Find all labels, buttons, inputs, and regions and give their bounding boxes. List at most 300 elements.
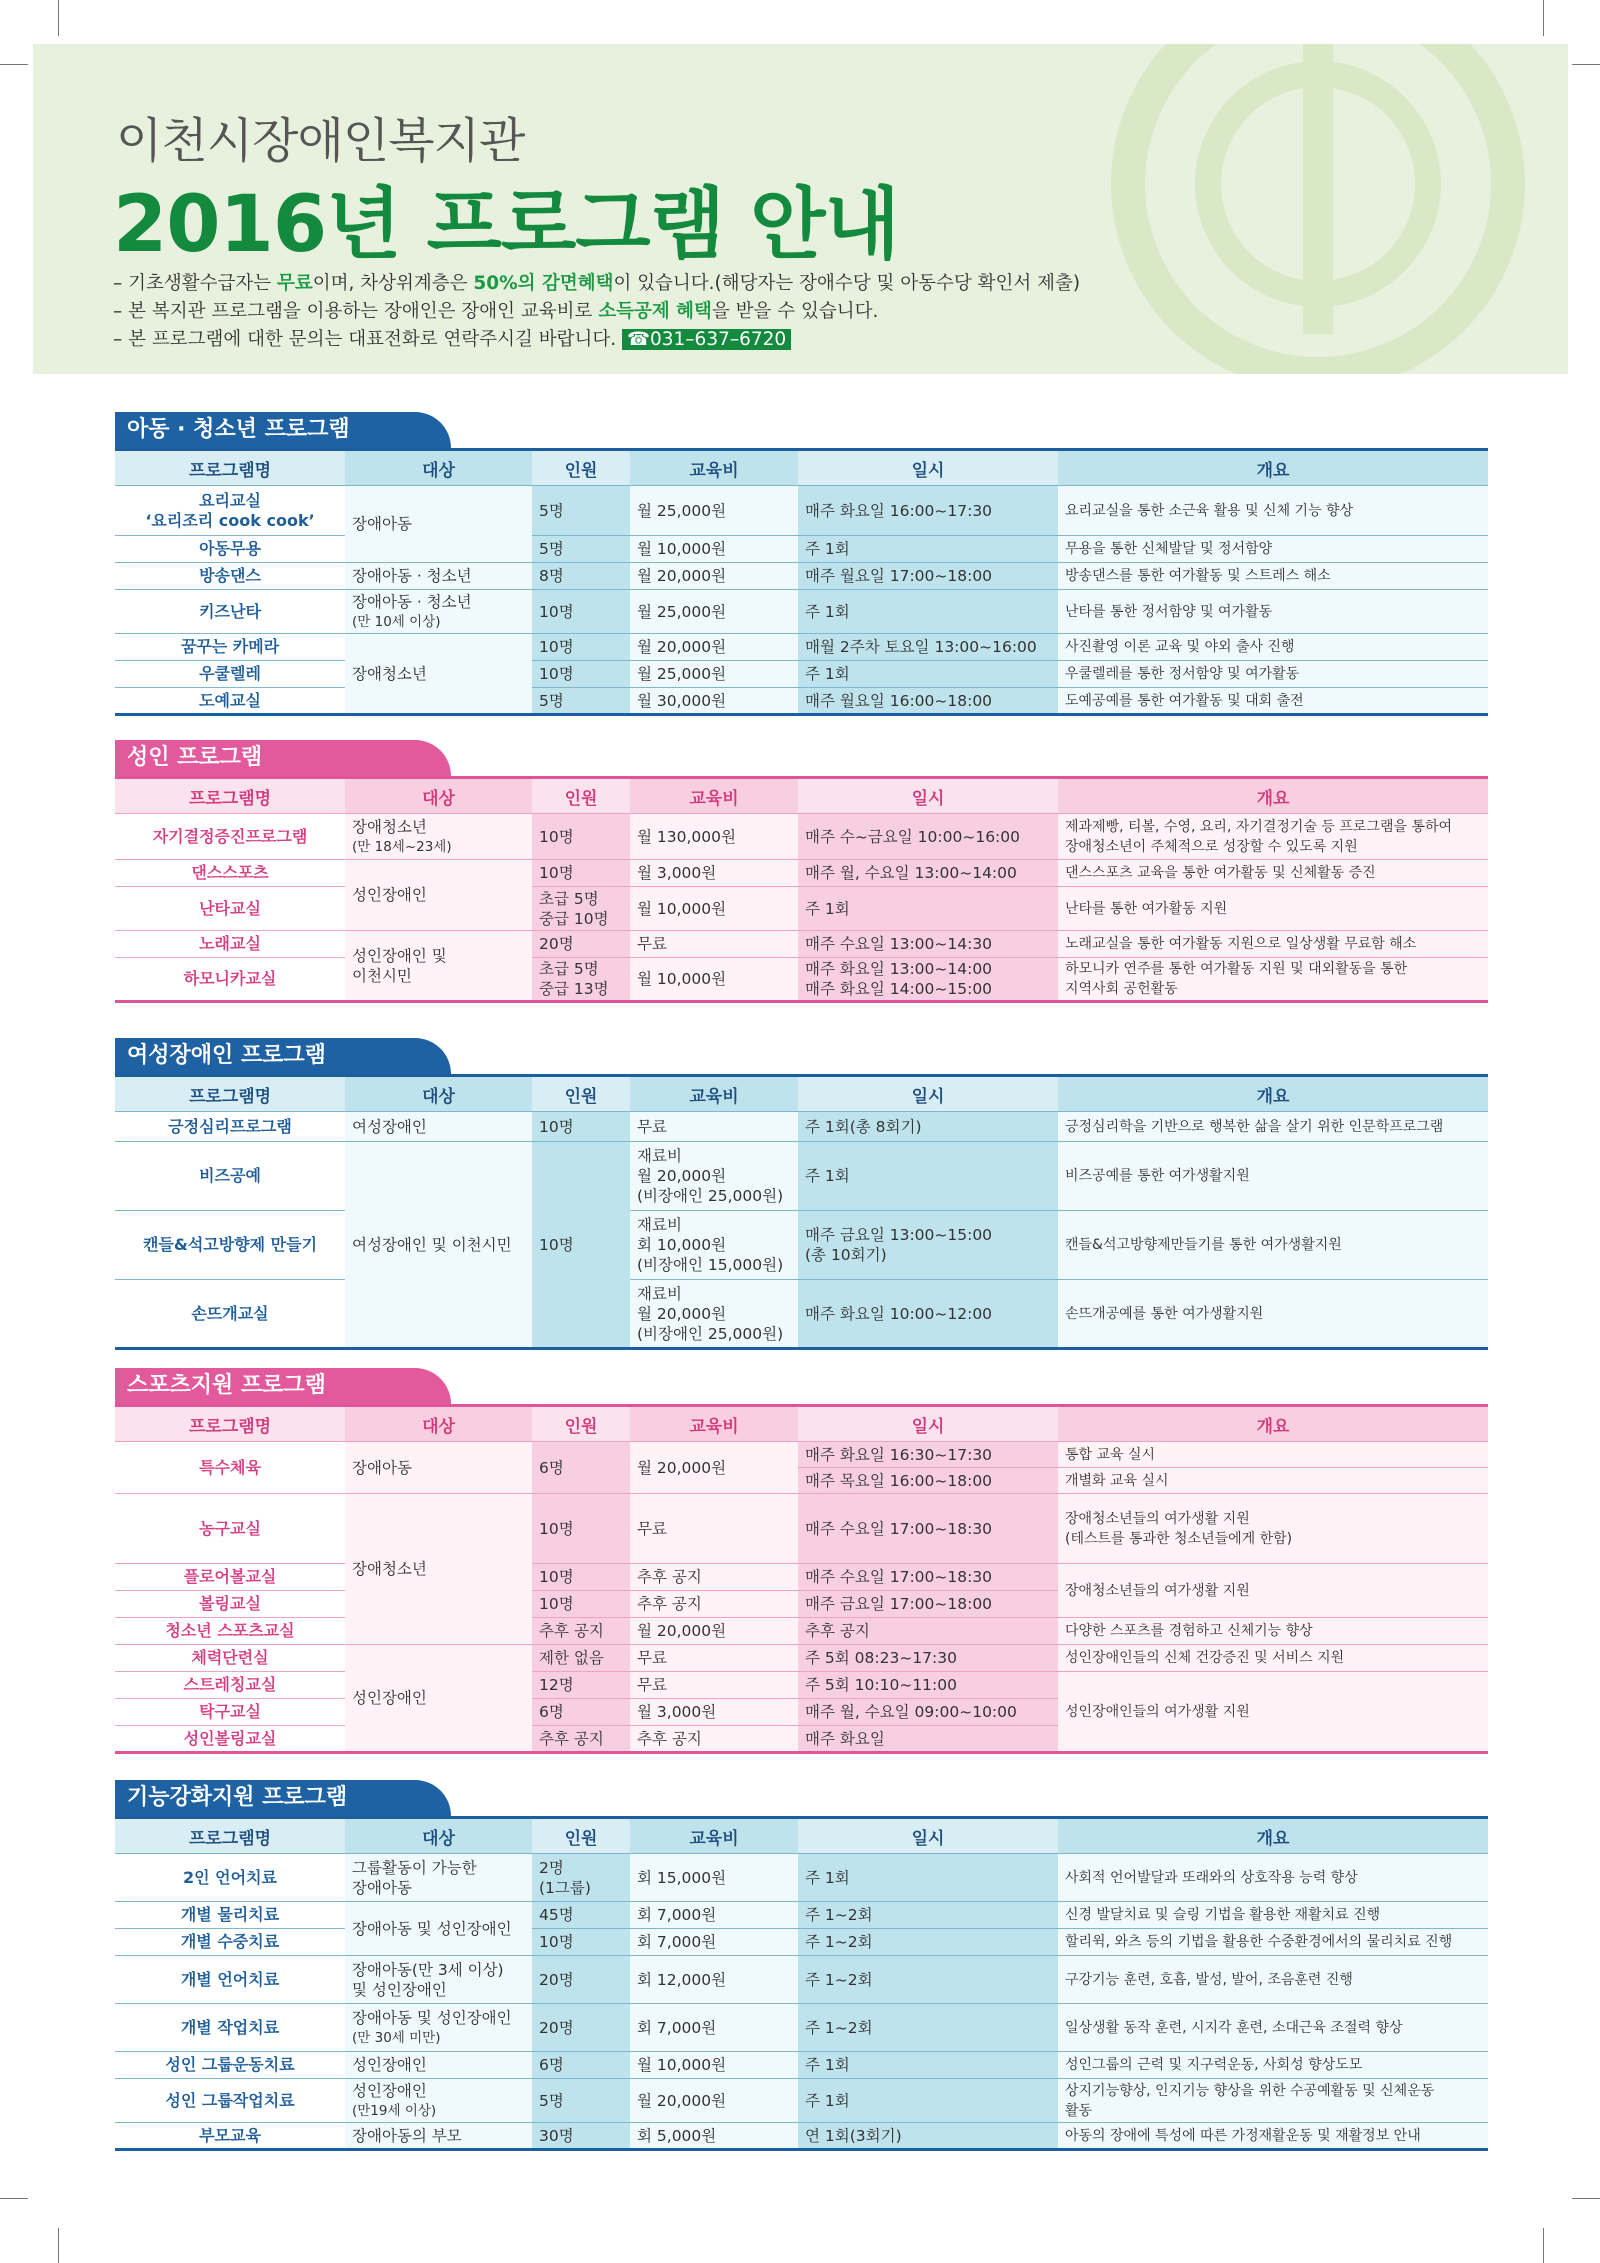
notice-text: 을 받을 수 있습니다. (711, 301, 879, 322)
fee-line: (비장애인 25,000원) (637, 1187, 784, 1205)
program-name: 성인 그룹운동치료 (115, 2052, 345, 2079)
fee-cell: 월 20,000원 (630, 2079, 798, 2123)
crop-mark (1572, 2198, 1600, 2199)
target-line: 장애아동 (352, 1878, 412, 1897)
fee-cell (630, 1142, 798, 1211)
schedule-cell: 주 1~2회 (798, 2004, 1058, 2052)
fee-line: 재료비 (637, 1147, 682, 1165)
fee-cell: 회 7,000원 (630, 1902, 798, 1929)
table-row (115, 2123, 1488, 2150)
program-name: 방송댄스 (115, 563, 345, 590)
summary-line: 상지기능향상, 인지기능 향상을 위한 수공예활동 및 신체운동 (1065, 2082, 1435, 2099)
col-header: 인원 (532, 1406, 630, 1442)
people-cell (532, 958, 630, 1002)
phone-badge: ☎031–637–6720 (622, 329, 791, 350)
schedule-line: 매주 금요일 13:00~15:00 (805, 1226, 993, 1244)
section-tab (115, 412, 1488, 448)
col-header: 프로그램명 (115, 1818, 345, 1854)
schedule-cell: 주 1회 (798, 1142, 1058, 1211)
col-header: 개요 (1058, 450, 1488, 486)
summary-cell (1058, 958, 1488, 1002)
people-cell: 10명 (532, 1112, 630, 1142)
program-name: 개별 언어치료 (115, 1956, 345, 2004)
people-cell: 추후 공지 (532, 1618, 630, 1645)
program-name: 캔들&석고방향제 만들기 (115, 1211, 345, 1280)
fee-cell: 월 10,000원 (630, 887, 798, 931)
schedule-cell: 주 1회 (798, 2052, 1058, 2079)
program-table (115, 448, 1488, 716)
schedule-cell: 매주 수요일 13:00~14:30 (798, 931, 1058, 958)
program-name: 플로어볼교실 (115, 1564, 345, 1591)
target-cell: 여성장애인 및 이천시민 (345, 1142, 532, 1349)
summary-cell: 할리윅, 와츠 등의 기법을 활용한 수중환경에서의 물리치료 진행 (1058, 1929, 1488, 1956)
table-row (115, 1564, 1488, 1591)
summary-line: (테스트를 통과한 청소년들에게 한함) (1065, 1530, 1293, 1547)
schedule-cell: 주 5회 10:10~11:00 (798, 1672, 1058, 1699)
program-name: 긍정심리프로그램 (115, 1112, 345, 1142)
people-cell: 6명 (532, 1442, 630, 1494)
target-line: (만19세 이상) (352, 2102, 437, 2119)
people-cell: 제한 없음 (532, 1645, 630, 1672)
people-cell (532, 1854, 630, 1902)
summary-cell: 통합 교육 실시 (1058, 1442, 1488, 1468)
program-name: 체력단련실 (115, 1645, 345, 1672)
fee-line: (비장애인 25,000원) (637, 1324, 784, 1343)
summary-cell: 댄스스포츠 교육을 통한 여가활동 및 신체활동 증진 (1058, 860, 1488, 887)
table-row (115, 634, 1488, 661)
summary-cell: 개별화 교육 실시 (1058, 1468, 1488, 1494)
fee-cell: 월 10,000원 (630, 958, 798, 1002)
fee-cell: 무료 (630, 931, 798, 958)
people-cell (532, 887, 630, 931)
target-cell (345, 2079, 532, 2123)
col-header: 프로그램명 (115, 1406, 345, 1442)
program-name: 성인 그룹작업치료 (115, 2079, 345, 2123)
program-name: 볼링교실 (115, 1591, 345, 1618)
col-header: 일시 (798, 450, 1058, 486)
fee-line: 재료비 (637, 1284, 682, 1303)
summary-line: 활동 (1065, 2102, 1093, 2119)
program-name-line: ‘요리조리 cook cook’ (145, 510, 315, 530)
fee-line: (비장애인 15,000원) (637, 1256, 784, 1274)
summary-cell: 사회적 언어발달과 또래와의 상호작용 능력 향상 (1058, 1854, 1488, 1902)
table-row (115, 860, 1488, 887)
fee-cell: 회 7,000원 (630, 2004, 798, 2052)
notice-line (113, 270, 1233, 298)
summary-line: 장애청소년이 주체적으로 성장할 수 있도록 지원 (1065, 838, 1358, 855)
col-header: 개요 (1058, 1406, 1488, 1442)
people-cell: 5명 (532, 688, 630, 715)
program-table (115, 776, 1488, 1003)
program-table (115, 1816, 1488, 2151)
program-name: 꿈꾸는 카메라 (115, 634, 345, 661)
table-header-row (115, 1818, 1488, 1854)
program-name: 특수체육 (115, 1442, 345, 1494)
fee-line: 월 20,000원 (637, 1167, 727, 1185)
table-row (115, 1854, 1488, 1902)
people-cell: 10명 (532, 1142, 630, 1349)
schedule-line: (총 10회기) (805, 1246, 887, 1264)
target-cell: 장애아동 (345, 1442, 532, 1494)
fee-cell: 월 130,000원 (630, 814, 798, 860)
target-cell: 성인장애인 (345, 860, 532, 931)
col-header: 대상 (345, 1076, 532, 1112)
table-header-row (115, 1076, 1488, 1112)
schedule-cell: 주 1~2회 (798, 1956, 1058, 2004)
people-cell: 20명 (532, 2004, 630, 2052)
people-cell: 5명 (532, 536, 630, 563)
summary-cell: 다양한 스포츠를 경험하고 신체기능 향상 (1058, 1618, 1488, 1645)
crop-mark (58, 0, 59, 36)
summary-cell: 성인장애인들의 신체 건강증진 및 서비스 지원 (1058, 1645, 1488, 1672)
notice-line (113, 298, 1233, 326)
notice-highlight: 무료 (276, 273, 313, 294)
target-line: 이천시민 (352, 966, 412, 985)
table-row (115, 2004, 1488, 2052)
program-name: 탁구교실 (115, 1699, 345, 1726)
summary-cell: 신경 발달치료 및 슬링 기법을 활용한 재활치료 진행 (1058, 1902, 1488, 1929)
people-cell: 6명 (532, 1699, 630, 1726)
section-title: 스포츠지원 프로그램 (115, 1368, 451, 1404)
col-header: 프로그램명 (115, 450, 345, 486)
fee-line: 재료비 (637, 1216, 682, 1234)
table-row (115, 486, 1488, 536)
col-header: 일시 (798, 1406, 1058, 1442)
table-row (115, 1956, 1488, 2004)
program-name: 하모니카교실 (115, 958, 345, 1002)
fee-cell: 무료 (630, 1112, 798, 1142)
summary-line: 지역사회 공헌활동 (1065, 981, 1178, 997)
summary-cell: 손뜨개공예를 통한 여가생활지원 (1058, 1280, 1488, 1349)
people-cell: 10명 (532, 814, 630, 860)
program-name: 부모교육 (115, 2123, 345, 2150)
schedule-cell (798, 958, 1058, 1002)
summary-cell: 성인그룹의 근력 및 지구력운동, 사회성 향상도모 (1058, 2052, 1488, 2079)
program-name: 스트레칭교실 (115, 1672, 345, 1699)
people-cell: 30명 (532, 2123, 630, 2150)
col-header: 교육비 (630, 1406, 798, 1442)
crop-mark (1543, 0, 1544, 36)
table-row (115, 1112, 1488, 1142)
col-header: 일시 (798, 1818, 1058, 1854)
summary-line: 장애청소년들의 여가생활 지원 (1065, 1510, 1250, 1527)
summary-cell (1058, 1494, 1488, 1564)
program-table (115, 1404, 1488, 1754)
schedule-cell: 주 5회 08:23~17:30 (798, 1645, 1058, 1672)
fee-cell: 월 10,000원 (630, 536, 798, 563)
people-cell: 45명 (532, 1902, 630, 1929)
people-cell: 5명 (532, 486, 630, 536)
people-cell: 10명 (532, 661, 630, 688)
summary-cell: 요리교실을 통한 소근육 활용 및 신체 기능 향상 (1058, 486, 1488, 536)
people-line: 중급 13명 (539, 980, 609, 998)
schedule-cell: 매주 수요일 17:00~18:30 (798, 1494, 1058, 1564)
summary-cell: 긍정심리학을 기반으로 행복한 삶을 살기 위한 인문학프로그램 (1058, 1112, 1488, 1142)
col-header: 교육비 (630, 778, 798, 814)
schedule-cell: 연 1회(3회기) (798, 2123, 1058, 2150)
people-cell: 10명 (532, 634, 630, 661)
summary-cell: 방송댄스를 통한 여가활동 및 스트레스 해소 (1058, 563, 1488, 590)
crop-mark (0, 64, 28, 65)
summary-cell (1058, 2079, 1488, 2123)
org-name: 이천시장애인복지관 (116, 113, 525, 169)
table-row (115, 931, 1488, 958)
target-cell: 장애청소년 (345, 1494, 532, 1645)
target-line: 성인장애인 및 (352, 946, 447, 965)
people-cell: 20명 (532, 1956, 630, 2004)
people-line: 2명 (539, 1858, 564, 1877)
section-title: 기능강화지원 프로그램 (115, 1780, 451, 1816)
target-line: 성인장애인 (352, 2081, 427, 2100)
program-name: 아동무용 (115, 536, 345, 563)
table-header-row (115, 778, 1488, 814)
program-name: 난타교실 (115, 887, 345, 931)
target-cell: 장애아동 (345, 486, 532, 563)
summary-cell: 비즈공예를 통한 여가생활지원 (1058, 1142, 1488, 1211)
target-line: (만 30세 미만) (352, 2029, 441, 2046)
people-line: (1그룹) (539, 1878, 591, 1897)
target-line: 장애아동 및 성인장애인 (352, 2008, 512, 2027)
program-name (115, 486, 345, 536)
notice-list (113, 270, 1233, 354)
schedule-cell: 매주 금요일 17:00~18:00 (798, 1591, 1058, 1618)
people-cell: 10명 (532, 1494, 630, 1564)
notice-text: 이 있습니다.(해당자는 장애수당 및 아동수당 확인서 제출) (613, 273, 1081, 294)
target-cell (345, 590, 532, 634)
col-header: 개요 (1058, 1076, 1488, 1112)
program-name: 비즈공예 (115, 1142, 345, 1211)
program-name: 우쿨렐레 (115, 661, 345, 688)
program-name: 청소년 스포츠교실 (115, 1618, 345, 1645)
section-youth (115, 412, 1488, 716)
header-banner (33, 44, 1568, 374)
people-cell: 10명 (532, 1929, 630, 1956)
table-row (115, 814, 1488, 860)
schedule-cell: 주 1회 (798, 2079, 1058, 2123)
program-name: 2인 언어치료 (115, 1854, 345, 1902)
fee-cell: 월 25,000원 (630, 590, 798, 634)
schedule-line: 매주 화요일 14:00~15:00 (805, 980, 993, 998)
col-header: 일시 (798, 778, 1058, 814)
schedule-cell: 매주 화요일 10:00~12:00 (798, 1280, 1058, 1349)
summary-line: 하모니카 연주를 통한 여가활동 지원 및 대외활동을 통한 (1065, 961, 1408, 977)
section-title: 성인 프로그램 (115, 740, 451, 776)
table-row (115, 1902, 1488, 1929)
target-line: 장애아동 · 청소년 (352, 592, 472, 611)
fee-cell: 월 20,000원 (630, 1442, 798, 1494)
fee-cell: 월 20,000원 (630, 1618, 798, 1645)
program-name: 개별 물리치료 (115, 1902, 345, 1929)
summary-cell: 우쿨렐레를 통한 정서함양 및 여가활동 (1058, 661, 1488, 688)
table-row (115, 1672, 1488, 1699)
fee-cell: 회 7,000원 (630, 1929, 798, 1956)
program-name: 댄스스포츠 (115, 860, 345, 887)
fee-cell: 추후 공지 (630, 1591, 798, 1618)
col-header: 인원 (532, 450, 630, 486)
people-cell: 10명 (532, 860, 630, 887)
target-cell (345, 931, 532, 1002)
fee-cell: 월 20,000원 (630, 634, 798, 661)
table-row (115, 1494, 1488, 1564)
fee-cell: 무료 (630, 1645, 798, 1672)
schedule-cell: 매주 월요일 17:00~18:00 (798, 563, 1058, 590)
summary-cell: 노래교실을 통한 여가활동 지원으로 일상생활 무료함 해소 (1058, 931, 1488, 958)
schedule-cell: 매주 수~금요일 10:00~16:00 (798, 814, 1058, 860)
table-row (115, 536, 1488, 563)
target-line: 그룹활동이 가능한 (352, 1858, 477, 1877)
summary-cell: 무용을 통한 신체발달 및 정서함양 (1058, 536, 1488, 563)
summary-cell: 도예공예를 통한 여가활동 및 대회 출전 (1058, 688, 1488, 715)
notice-line (113, 326, 1233, 354)
table-row (115, 590, 1488, 634)
table-row (115, 1645, 1488, 1672)
table-row (115, 1280, 1488, 1349)
program-name: 성인볼링교실 (115, 1726, 345, 1753)
fee-cell: 월 3,000원 (630, 1699, 798, 1726)
schedule-cell: 주 1~2회 (798, 1929, 1058, 1956)
people-cell: 8명 (532, 563, 630, 590)
col-header: 대상 (345, 1818, 532, 1854)
section-sports (115, 1368, 1488, 1754)
table-row (115, 1618, 1488, 1645)
fee-cell: 무료 (630, 1494, 798, 1564)
summary-cell: 일상생활 동작 훈련, 시지각 훈련, 소대근육 조절력 향상 (1058, 2004, 1488, 2052)
fee-cell: 무료 (630, 1672, 798, 1699)
col-header: 프로그램명 (115, 778, 345, 814)
col-header: 교육비 (630, 450, 798, 486)
section-therapy (115, 1780, 1488, 2151)
fee-cell: 회 12,000원 (630, 1956, 798, 2004)
schedule-cell: 매주 월요일 16:00~18:00 (798, 688, 1058, 715)
target-cell: 장애아동 및 성인장애인 (345, 1902, 532, 1956)
notice-text: – 본 프로그램에 대한 문의는 대표전화로 연락주시길 바랍니다. (113, 329, 622, 350)
target-cell: 성인장애인 (345, 2052, 532, 2079)
section-women (115, 1038, 1488, 1350)
people-cell: 10명 (532, 1564, 630, 1591)
notice-text: 이며, 차상위계층은 (312, 273, 474, 294)
target-cell: 장애아동의 부모 (345, 2123, 532, 2150)
fee-cell: 회 5,000원 (630, 2123, 798, 2150)
program-name: 자기결정증진프로그램 (115, 814, 345, 860)
people-line: 중급 10명 (539, 909, 609, 928)
schedule-cell: 추후 공지 (798, 1618, 1058, 1645)
program-name: 개별 수중치료 (115, 1929, 345, 1956)
people-cell: 5명 (532, 2079, 630, 2123)
table-row (115, 958, 1488, 1002)
target-line: 장애아동(만 3세 이상) (352, 1960, 504, 1979)
col-header: 교육비 (630, 1818, 798, 1854)
notice-highlight: 소득공제 혜택 (598, 301, 712, 322)
schedule-line: 매주 화요일 13:00~14:00 (805, 960, 993, 978)
page-title: 2016년 프로그램 안내 (113, 180, 899, 270)
fee-cell: 월 10,000원 (630, 2052, 798, 2079)
fee-cell: 추후 공지 (630, 1564, 798, 1591)
table-row (115, 2079, 1488, 2123)
col-header: 인원 (532, 1818, 630, 1854)
col-header: 개요 (1058, 778, 1488, 814)
target-line: 장애청소년 (352, 817, 427, 836)
schedule-cell: 매주 월, 수요일 09:00~10:00 (798, 1699, 1058, 1726)
people-cell: 6명 (532, 2052, 630, 2079)
program-name: 손뜨개교실 (115, 1280, 345, 1349)
target-cell: 장애아동 · 청소년 (345, 563, 532, 590)
program-name: 노래교실 (115, 931, 345, 958)
schedule-cell: 매월 2주차 토요일 13:00~16:00 (798, 634, 1058, 661)
summary-cell: 사진촬영 이론 교육 및 야외 출사 진행 (1058, 634, 1488, 661)
schedule-cell: 주 1회 (798, 661, 1058, 688)
target-cell: 성인장애인 (345, 1645, 532, 1753)
summary-cell: 캔들&석고방향제만들기를 통한 여가생활지원 (1058, 1211, 1488, 1280)
schedule-cell: 주 1회 (798, 536, 1058, 563)
notice-text: – 기초생활수급자는 (113, 273, 277, 294)
section-tab (115, 1368, 1488, 1404)
schedule-cell: 매주 화요일 (798, 1726, 1058, 1753)
col-header: 대상 (345, 778, 532, 814)
summary-cell: 구강기능 훈련, 호흡, 발성, 발어, 조음훈련 진행 (1058, 1956, 1488, 2004)
program-name: 농구교실 (115, 1494, 345, 1564)
crop-mark (0, 2198, 28, 2199)
section-tab (115, 740, 1488, 776)
people-cell: 20명 (532, 931, 630, 958)
fee-cell (630, 1280, 798, 1349)
summary-cell: 난타를 통한 정서함양 및 여가활동 (1058, 590, 1488, 634)
fee-cell (630, 1211, 798, 1280)
crop-mark (58, 2228, 59, 2263)
summary-cell: 장애청소년들의 여가생활 지원 (1058, 1564, 1488, 1618)
crop-mark (1543, 2228, 1544, 2263)
table-header-row (115, 450, 1488, 486)
summary-cell (1058, 814, 1488, 860)
col-header: 인원 (532, 778, 630, 814)
fee-cell: 월 30,000원 (630, 688, 798, 715)
program-table (115, 1074, 1488, 1350)
summary-cell: 성인장애인들의 여가생활 지원 (1058, 1672, 1488, 1753)
schedule-cell: 주 1~2회 (798, 1902, 1058, 1929)
notice-text: – 본 복지관 프로그램을 이용하는 장애인은 장애인 교육비로 (113, 301, 599, 322)
summary-cell: 난타를 통한 여가활동 지원 (1058, 887, 1488, 931)
schedule-cell: 매주 화요일 16:00~17:30 (798, 486, 1058, 536)
table-header-row (115, 1406, 1488, 1442)
notice-highlight: 50%의 감면혜택 (473, 273, 614, 294)
fee-line: 월 20,000원 (637, 1304, 727, 1323)
schedule-cell: 매주 월, 수요일 13:00~14:00 (798, 860, 1058, 887)
section-tab (115, 1780, 1488, 1816)
crop-mark (1572, 64, 1600, 65)
table-row (115, 1442, 1488, 1468)
schedule-cell: 매주 목요일 16:00~18:00 (798, 1468, 1058, 1494)
section-adult (115, 740, 1488, 1003)
target-cell (345, 814, 532, 860)
fee-cell: 월 25,000원 (630, 661, 798, 688)
fee-cell: 월 25,000원 (630, 486, 798, 536)
program-name: 개별 작업치료 (115, 2004, 345, 2052)
schedule-cell: 주 1회(총 8회기) (798, 1112, 1058, 1142)
col-header: 개요 (1058, 1818, 1488, 1854)
section-title: 아동 · 청소년 프로그램 (115, 412, 451, 448)
people-line: 초급 5명 (539, 889, 599, 908)
col-header: 일시 (798, 1076, 1058, 1112)
people-cell: 추후 공지 (532, 1726, 630, 1753)
target-line: (만 18세~23세) (352, 838, 452, 855)
schedule-cell: 매주 화요일 16:30~17:30 (798, 1442, 1058, 1468)
section-tab (115, 1038, 1488, 1074)
schedule-cell: 매주 수요일 17:00~18:30 (798, 1564, 1058, 1591)
fee-line: 회 10,000원 (637, 1236, 727, 1254)
target-cell: 여성장애인 (345, 1112, 532, 1142)
table-row (115, 1211, 1488, 1280)
col-header: 대상 (345, 450, 532, 486)
target-cell (345, 2004, 532, 2052)
